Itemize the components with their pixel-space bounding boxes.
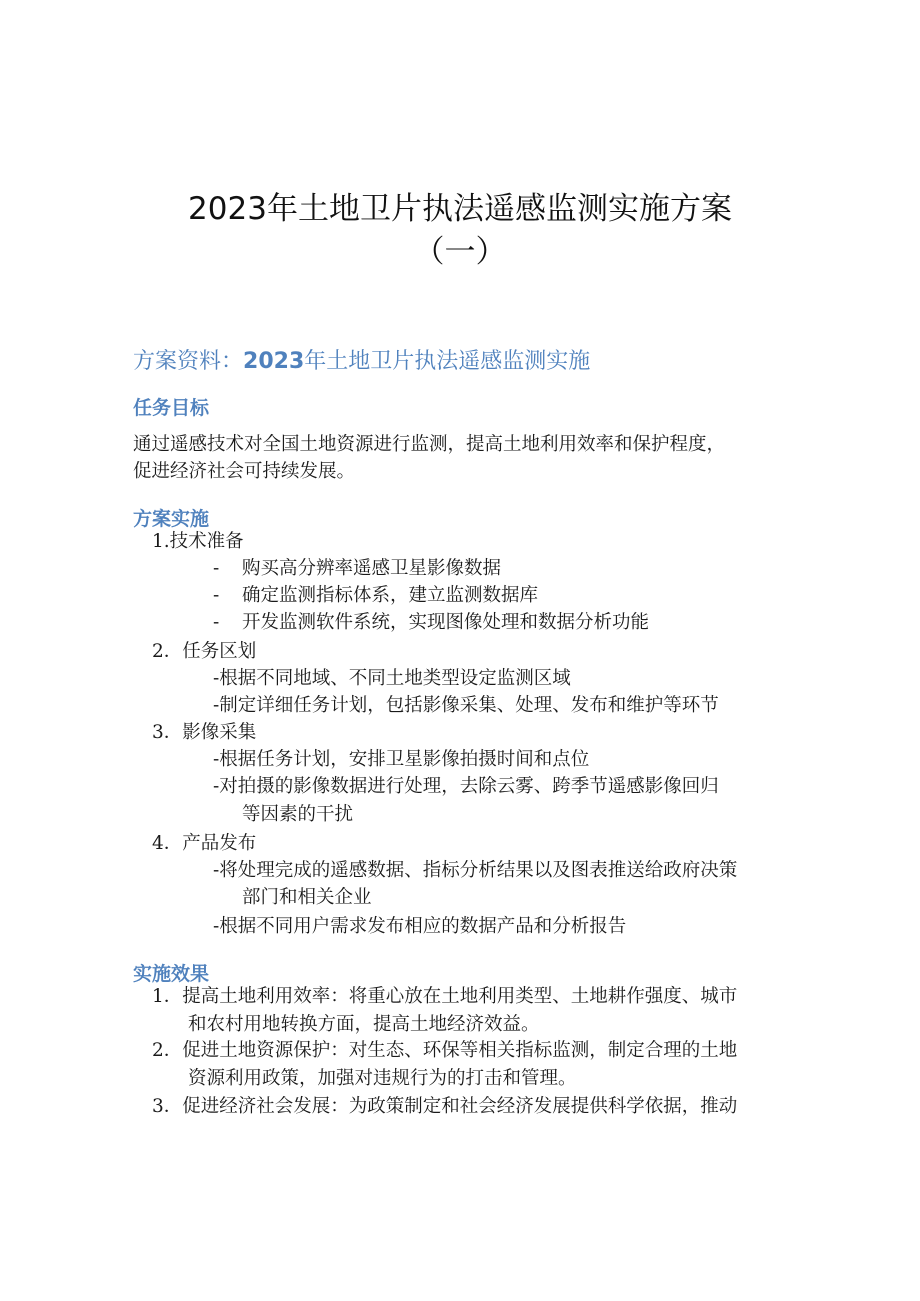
resource-year: 2023 xyxy=(243,349,305,374)
goal-text-line: 促进经济社会可持续发展。 xyxy=(133,461,356,482)
document-title: 2023年土地卫片执法遥感监测实施方案 xyxy=(188,191,732,227)
resource-heading xyxy=(133,344,590,375)
effect-item: 2．促进土地资源保护：对生态、环保等相关指标监测，制定合理的土地 xyxy=(152,1040,738,1061)
list-item-continuation: 等因素的干扰 xyxy=(242,804,354,825)
effects-heading: 实施效果 xyxy=(133,963,210,985)
list-item: -根据任务计划，安排卫星影像拍摄时间和点位 xyxy=(213,749,590,770)
list-item xyxy=(213,614,649,633)
implementation-heading: 方案实施 xyxy=(133,508,210,530)
effect-item: 3．促进经济社会发展：为政策制定和社会经济发展提供科学依据，推动 xyxy=(152,1096,738,1117)
goal-heading: 任务目标 xyxy=(133,397,210,419)
list-item: -制定详细任务计划，包括影像采集、处理、发布和维护等环节 xyxy=(213,695,719,716)
resource-title: 年土地卫片执法遥感监测实施 xyxy=(304,349,591,374)
step-title: 4．产品发布 xyxy=(152,833,257,854)
effect-item: 1．提高土地利用效率：将重心放在土地利用类型、土地耕作强度、城市 xyxy=(152,986,738,1007)
step-title: 3．影像采集 xyxy=(152,722,257,743)
effect-item-continuation: 和农村用地转换方面，提高土地经济效益。 xyxy=(188,1014,540,1035)
list-item-text: 开发监测软件系统，实现图像处理和数据分析功能 xyxy=(242,612,650,633)
effect-item-continuation: 资源利用政策，加强对违规行为的打击和管理。 xyxy=(188,1068,577,1089)
list-item: -根据不同地域、不同土地类型设定监测区域 xyxy=(213,668,571,689)
step-title: 2．任务区划 xyxy=(152,641,257,662)
list-item xyxy=(213,560,501,579)
list-item-text: 确定监测指标体系，建立监测数据库 xyxy=(242,585,539,606)
list-item: -对拍摄的影像数据进行处理，去除云雾、跨季节遥感影像回归 xyxy=(213,776,719,797)
list-item: -根据不同用户需求发布相应的数据产品和分析报告 xyxy=(213,916,627,937)
document-title-suffix: （一） xyxy=(413,234,507,270)
resource-label: 方案资料： xyxy=(133,349,244,374)
list-dash: - xyxy=(213,612,220,633)
list-item-text: 购买高分辨率遥感卫星影像数据 xyxy=(242,558,502,579)
list-item-continuation: 部门和相关企业 xyxy=(242,887,372,908)
step-title: 1.技术准备 xyxy=(152,531,244,552)
list-dash: - xyxy=(213,558,220,579)
goal-text-line: 通过遥感技术对全国土地资源进行监测，提高土地利用效率和保护程度， xyxy=(133,434,726,455)
list-item xyxy=(213,587,538,606)
list-item: -将处理完成的遥感数据、指标分析结果以及图表推送给政府决策 xyxy=(213,860,738,881)
list-dash: - xyxy=(213,585,220,606)
